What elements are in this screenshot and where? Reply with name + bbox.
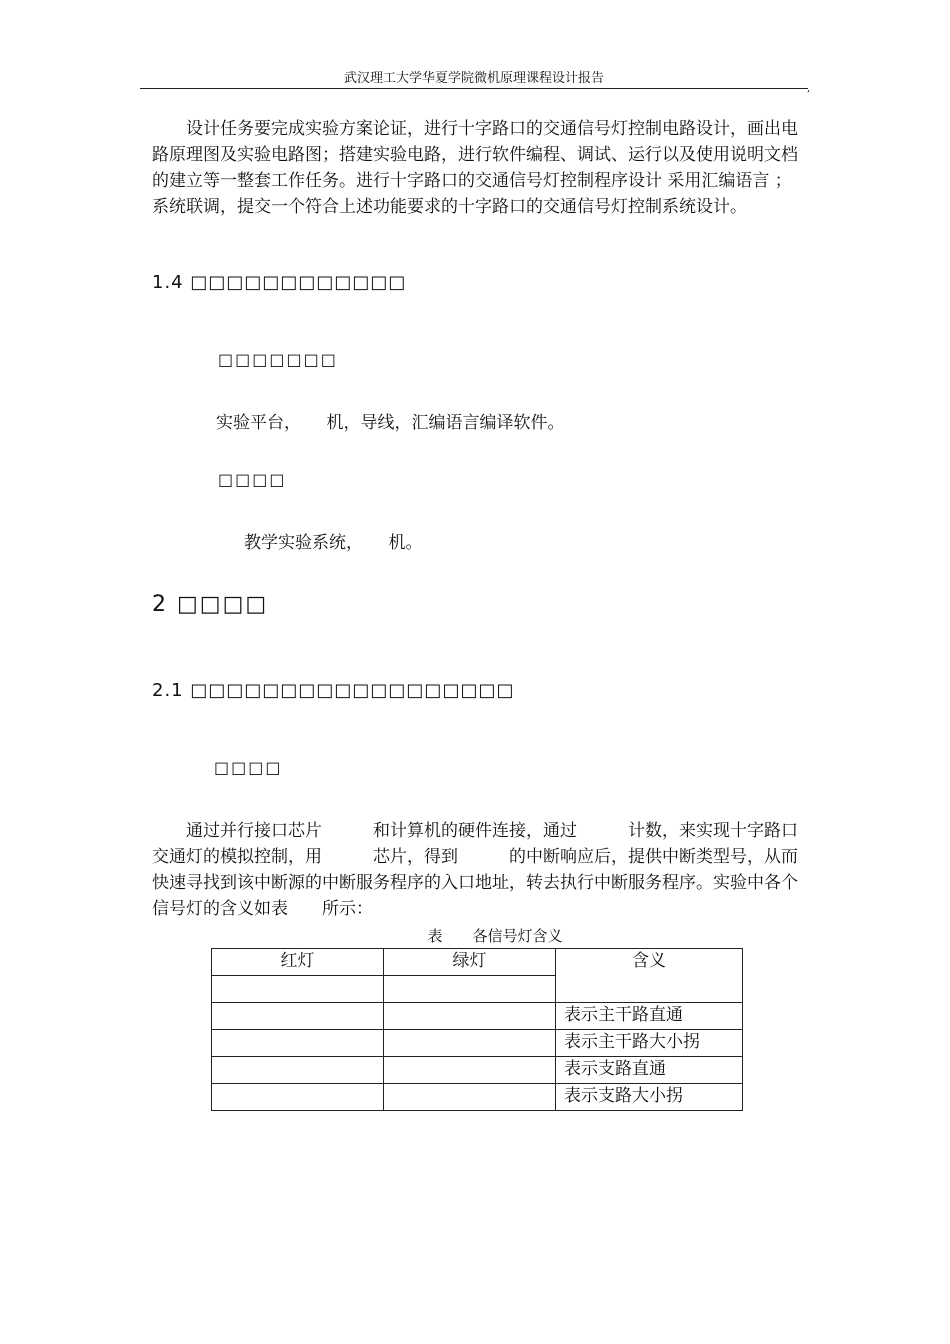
subheading-1: □□□□□□□: [218, 350, 338, 369]
table-cell: [212, 976, 384, 1003]
principle-paragraph: [152, 818, 808, 922]
table-cell: 表示主干路直通: [556, 1003, 743, 1030]
table-cell: [384, 1030, 556, 1057]
table-cell: [212, 1030, 384, 1057]
table-cell: [384, 1003, 556, 1030]
table-header-row: [212, 949, 743, 976]
header-mark: ,: [807, 83, 811, 94]
table-cell: 表示支路大小拐: [556, 1084, 743, 1111]
header-cell-meaning: 含义: [556, 949, 743, 1003]
table-cell: [212, 1003, 384, 1030]
principle-text: 通过并行接口芯片 和计算机的硬件连接，通过 计数，来实现十字路口交通灯的模拟控制，用 芯片，得到 的中断响应后，提供中断类型号，从而快速寻找到该中断源的中断服务程序的入口地址，转去执行中断服务程序。实验中各个信号灯的含义如表 所示：: [152, 821, 798, 919]
table-row: [212, 1030, 743, 1057]
heading-2: 2 □□□□: [152, 592, 269, 617]
equipment-text: 实验平台， 机，导线，汇编语言编译软件。: [216, 413, 565, 433]
hardware-text: 教学实验系统， 机。: [244, 533, 423, 553]
subheading-3: □□□□: [214, 758, 283, 777]
table-cell: [384, 1057, 556, 1084]
heading-2-1: 2.1 □□□□□□□□□□□□□□□□□□: [152, 680, 515, 701]
header-rule: [140, 88, 808, 89]
table-row: [212, 1003, 743, 1030]
intro-paragraph: [152, 116, 808, 220]
page-header-title: 武汉理工大学华夏学院微机原理课程设计报告: [343, 71, 604, 86]
table-cell: [384, 976, 556, 1003]
table-row: [212, 1084, 743, 1111]
subheading-2: □□□□: [218, 470, 287, 489]
heading-1-4: 1.4 □□□□□□□□□□□□: [152, 272, 407, 293]
signal-table: [211, 948, 743, 1111]
table-cell: [384, 1084, 556, 1111]
table-cell: [212, 1084, 384, 1111]
table-cell: [212, 1057, 384, 1084]
header-cell-red: 红灯: [212, 949, 384, 976]
intro-text: 设计任务要完成实验方案论证，进行十字路口的交通信号灯控制电路设计，画出电路原理图及实验电路图；搭建实验电路，进行软件编程、调试、运行以及使用说明文档的建立等一整套工作任务。进行十字路口的交通信号灯控制程序设计 采用汇编语言 ；系统联调，提交一个符合上述功能要求的十字路口的交通信号灯控制系统设计。: [152, 119, 798, 217]
table-row: [212, 1057, 743, 1084]
table-cell: 表示支路直通: [556, 1057, 743, 1084]
table-cell: 表示主干路大小拐: [556, 1030, 743, 1057]
table-caption: 表 各信号灯含义: [427, 927, 563, 945]
header-cell-green: 绿灯: [384, 949, 556, 976]
